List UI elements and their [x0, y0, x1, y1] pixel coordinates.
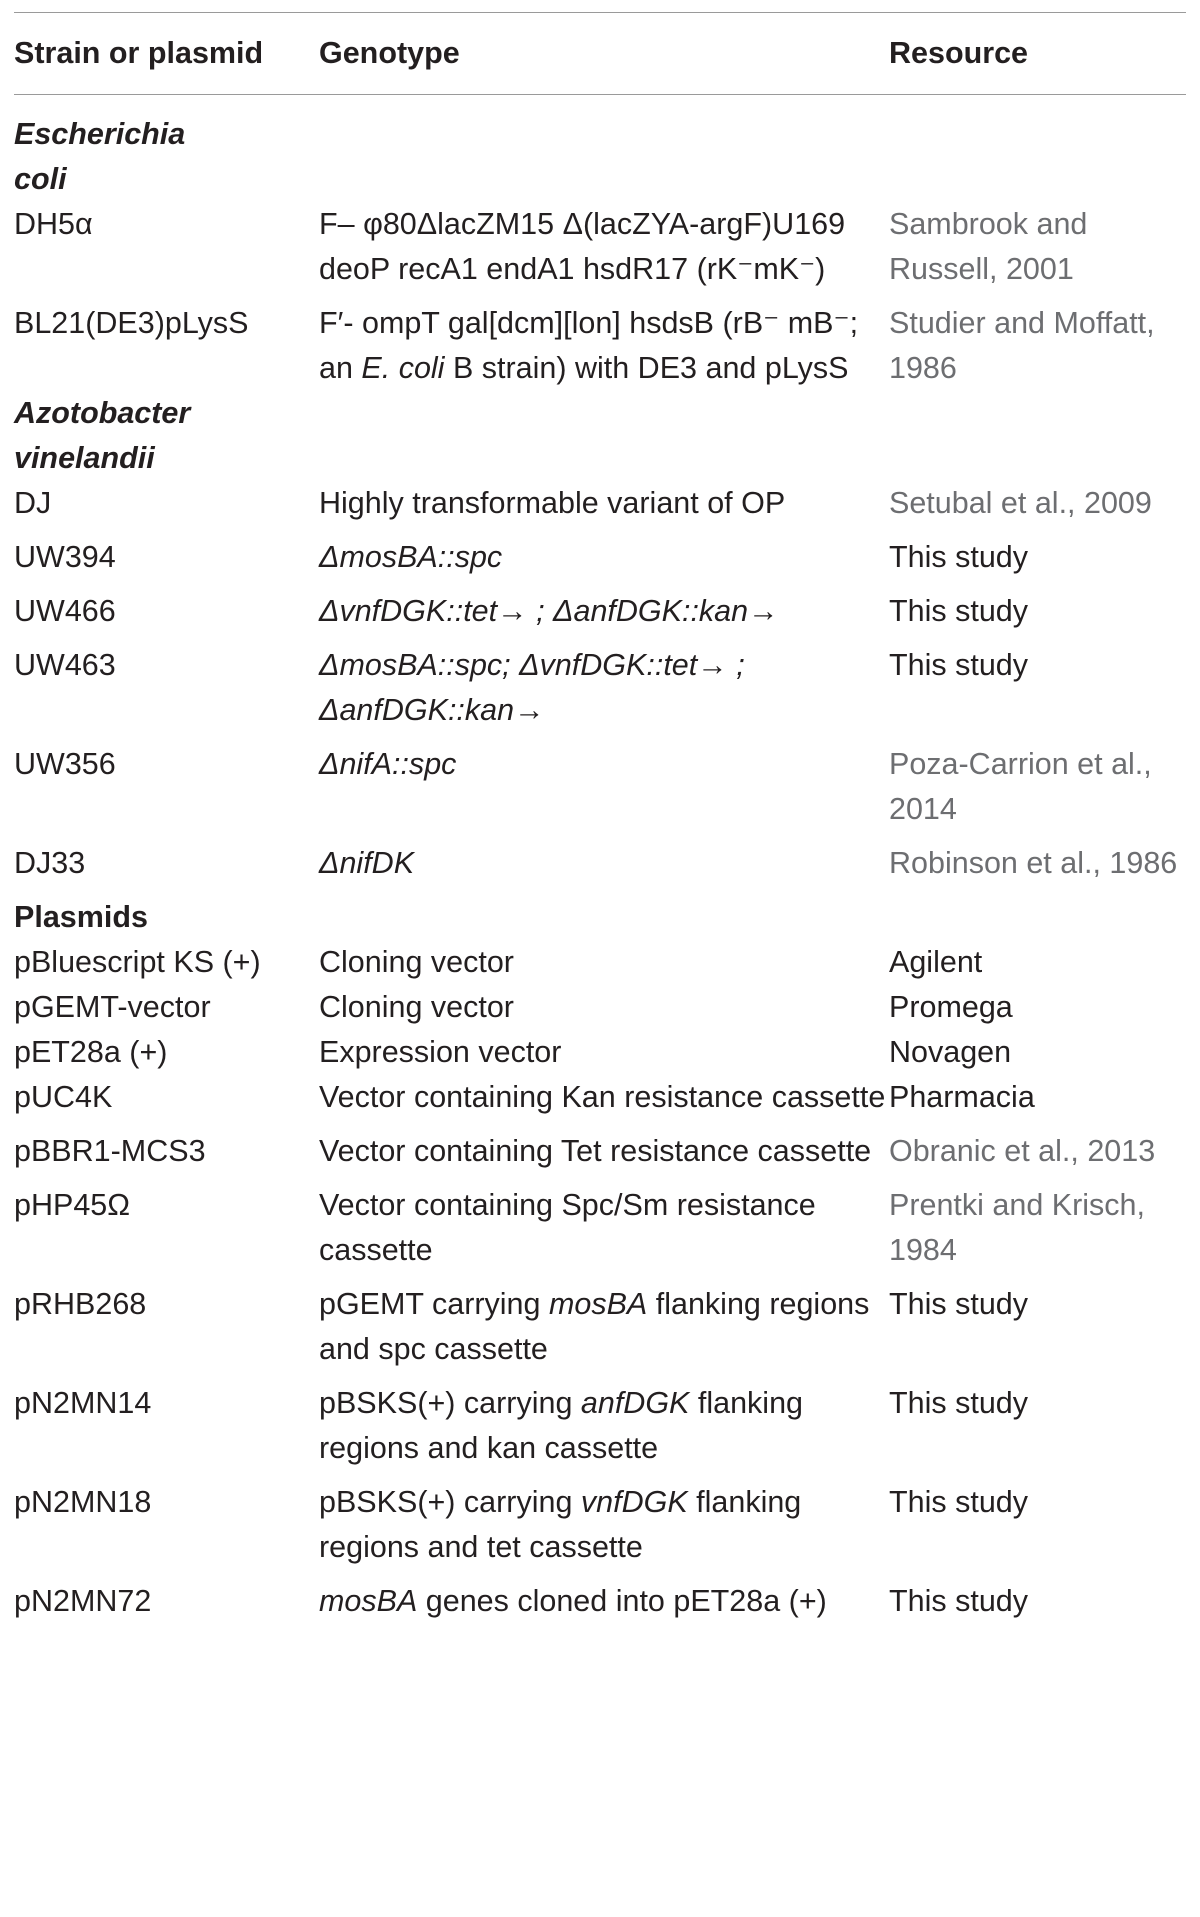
table-row — [14, 733, 1186, 832]
strain-name: pGEMT-vector — [14, 990, 211, 1024]
genotype: Expression vector — [319, 1035, 562, 1069]
resource: Pharmacia — [889, 1080, 1035, 1114]
strain-name: DJ33 — [14, 846, 86, 880]
genotype — [319, 1570, 889, 1624]
genotype-part: genes cloned into pET28a (+) — [417, 1584, 827, 1618]
header-genotype: Genotype — [319, 36, 460, 70]
resource: This study — [889, 648, 1028, 682]
resource: Poza-Carrion et al., 2014 — [889, 747, 1152, 826]
table-row — [14, 832, 1186, 886]
table-row — [14, 1030, 1186, 1075]
section-title: Plasmids — [14, 900, 148, 934]
table-row — [14, 634, 1186, 733]
genotype-part: pBSKS(+) carrying — [319, 1386, 581, 1420]
strain-name: BL21(DE3)pLysS — [14, 306, 249, 340]
resource: This study — [889, 1287, 1028, 1321]
section-row-plasmids — [14, 886, 1186, 940]
strain-name: pET28a (+) — [14, 1035, 168, 1069]
genotype: Vector containing Tet resistance cassette — [319, 1134, 872, 1168]
resource: Obranic et al., 2013 — [889, 1134, 1156, 1168]
genotype-part: B strain) with DE3 and pLysS — [444, 351, 849, 385]
genotype: Cloning vector — [319, 990, 514, 1024]
table-row — [14, 481, 1186, 526]
genotype: ΔmosBA::spc — [319, 540, 503, 574]
genotype: ΔvnfDGK::tet→ ; ΔanfDGK::kan→ — [319, 594, 779, 628]
resource: Promega — [889, 990, 1013, 1024]
section-title: Escherichia coli — [14, 117, 186, 196]
genotype-part-italic: E. coli — [361, 351, 445, 385]
section-row-ecoli — [14, 95, 1186, 203]
resource: This study — [889, 1584, 1028, 1618]
table-row — [14, 985, 1186, 1030]
strain-name: pUC4K — [14, 1080, 113, 1114]
table-header-row — [14, 13, 1186, 95]
strain-name: pN2MN14 — [14, 1386, 152, 1420]
genotype: ΔnifA::spc — [319, 747, 457, 781]
strain-name: pBBR1-MCS3 — [14, 1134, 206, 1168]
resource: This study — [889, 1485, 1028, 1519]
table-row — [14, 580, 1186, 634]
genotype: ΔmosBA::spc; ΔvnfDGK::tet→ ; ΔanfDGK::kan→ — [319, 648, 745, 727]
strain-name: pBluescript KS (+) — [14, 945, 261, 979]
resource: Setubal et al., 2009 — [889, 486, 1152, 520]
strain-name: UW394 — [14, 540, 116, 574]
genotype-part-italic: vnfDGK — [580, 1485, 688, 1519]
resource: Novagen — [889, 1035, 1012, 1069]
table-row — [14, 1075, 1186, 1120]
table-row — [14, 1471, 1186, 1570]
header-strain: Strain or plasmid — [14, 36, 264, 70]
resource: Robinson et al., 1986 — [889, 846, 1178, 880]
strain-name: UW463 — [14, 648, 116, 682]
genotype — [319, 1372, 889, 1471]
strain-name: pN2MN18 — [14, 1485, 152, 1519]
strain-name: DJ — [14, 486, 52, 520]
resource: Studier and Moffatt, 1986 — [889, 306, 1155, 385]
genotype: Highly transformable variant of OP — [319, 486, 786, 520]
strain-name: UW356 — [14, 747, 116, 781]
table-row — [14, 1372, 1186, 1471]
resource: This study — [889, 1386, 1028, 1420]
strain-name: pRHB268 — [14, 1287, 147, 1321]
resource: Agilent — [889, 945, 983, 979]
resource: This study — [889, 594, 1028, 628]
strain-name: pHP45Ω — [14, 1188, 131, 1222]
genotype-part: flanking regions and kan cassette — [319, 1386, 803, 1465]
strain-name: pN2MN72 — [14, 1584, 152, 1618]
table-row — [14, 1120, 1186, 1174]
table-row — [14, 940, 1186, 985]
genotype-part: flanking regions and tet cassette — [319, 1485, 802, 1564]
genotype: F– φ80ΔlacZM15 Δ(lacZYA-argF)U169 deoP recA1 endA1 hsdR17 (rK⁻mK⁻) — [319, 207, 846, 286]
genotype-part: pBSKS(+) carrying — [319, 1485, 581, 1519]
genotype: Vector containing Spc/Sm resistance cassette — [319, 1188, 816, 1267]
header-resource: Resource — [889, 36, 1029, 70]
strain-name: DH5α — [14, 207, 93, 241]
genotype — [319, 1471, 889, 1570]
genotype-part: flanking regions and spc cassette — [319, 1287, 870, 1366]
section-title: Azotobacter vinelandii — [14, 396, 191, 475]
resource: Prentki and Krisch, 1984 — [889, 1188, 1145, 1267]
genotype — [319, 292, 889, 391]
table-row — [14, 1273, 1186, 1372]
resource: This study — [889, 540, 1028, 574]
genotype-part-italic: mosBA — [548, 1287, 648, 1321]
genotype-part: F′- ompT gal[dcm][lon] hsdsB (rB⁻ mB⁻; an — [319, 306, 859, 385]
genotype: Vector containing Kan resistance cassette — [319, 1080, 886, 1114]
genotype — [319, 1273, 889, 1372]
table-row — [14, 292, 1186, 391]
table-row — [14, 526, 1186, 580]
strain-name: UW466 — [14, 594, 116, 628]
genotype: Cloning vector — [319, 945, 514, 979]
table-row — [14, 1570, 1186, 1624]
strains-table — [14, 12, 1186, 1624]
table-row — [14, 1174, 1186, 1273]
resource: Sambrook and Russell, 2001 — [889, 207, 1088, 286]
genotype-part-italic: mosBA — [319, 1584, 418, 1618]
table-row — [14, 202, 1186, 292]
genotype-part: pGEMT carrying — [319, 1287, 549, 1321]
genotype: ΔnifDK — [319, 846, 415, 880]
genotype-part-italic: anfDGK — [580, 1386, 690, 1420]
section-row-azotobacter — [14, 391, 1186, 481]
